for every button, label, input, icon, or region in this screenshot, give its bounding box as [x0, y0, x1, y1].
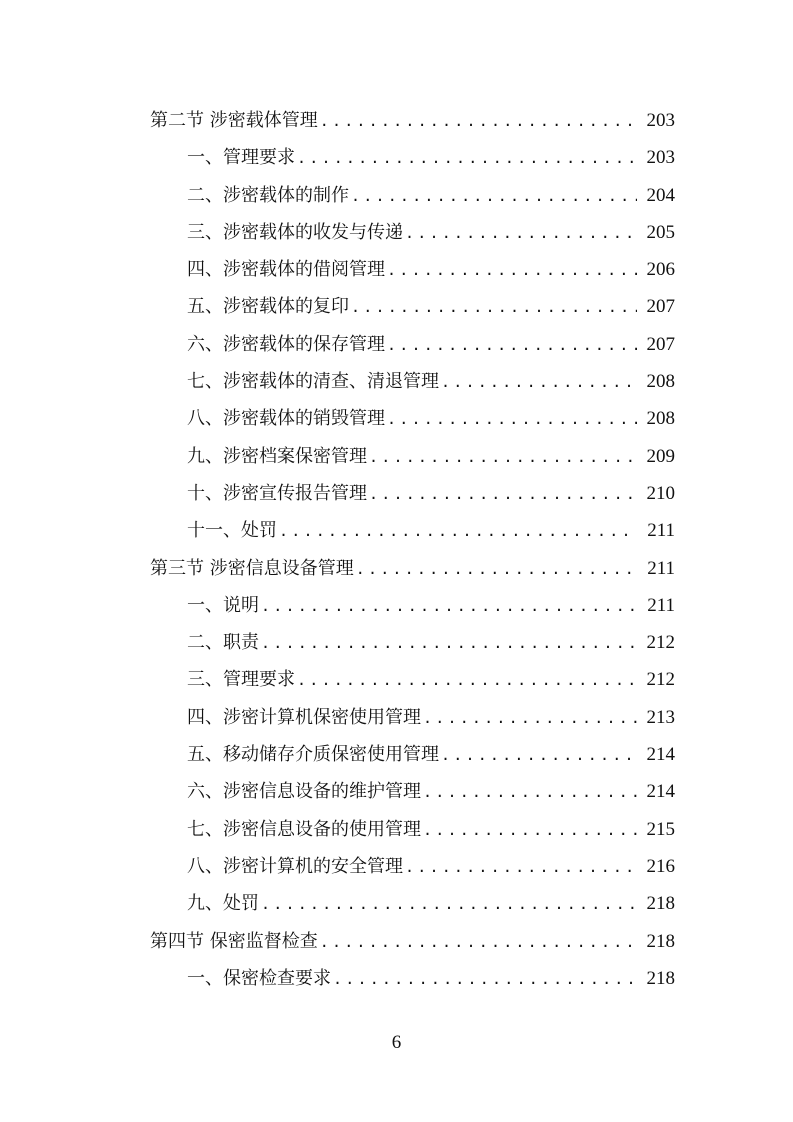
- toc-entry-page: 216: [646, 855, 675, 877]
- dot-leader: [405, 849, 637, 886]
- toc-entry[interactable]: [150, 885, 675, 922]
- toc-entry-title: 一、保密检查要求: [187, 967, 331, 989]
- toc-entry-page: 206: [646, 259, 675, 281]
- toc-entry[interactable]: [150, 438, 675, 475]
- toc-entry[interactable]: [150, 550, 675, 587]
- toc-entry[interactable]: [150, 139, 675, 176]
- toc-entry[interactable]: [150, 177, 675, 214]
- dot-leader: [261, 625, 637, 662]
- toc-entry-title: 七、涉密载体的清查、清退管理: [187, 371, 439, 393]
- toc-entry-title: 三、管理要求: [187, 669, 295, 691]
- dot-leader: [369, 439, 637, 476]
- dot-leader: [369, 476, 637, 513]
- dot-leader: [356, 551, 637, 588]
- toc-entry[interactable]: [150, 699, 675, 736]
- dot-leader: [351, 178, 637, 215]
- toc-entry-title: 九、处罚: [187, 893, 259, 915]
- toc-entry-page: 214: [646, 781, 675, 803]
- toc-entry[interactable]: [150, 736, 675, 773]
- toc-entry-page: 218: [646, 930, 675, 952]
- dot-leader: [387, 327, 637, 364]
- toc-entry[interactable]: [150, 811, 675, 848]
- dot-leader: [333, 961, 637, 998]
- toc-entry-title: 一、说明: [187, 594, 259, 616]
- toc-entry-page: 203: [646, 110, 675, 131]
- toc-entry-page: 214: [646, 744, 675, 766]
- dot-leader: [297, 662, 637, 699]
- toc-entry-title: 第二节 涉密载体管理: [150, 110, 318, 131]
- dot-leader: [423, 812, 637, 849]
- dot-leader: [387, 252, 637, 289]
- toc-entry-title: 六、涉密信息设备的维护管理: [187, 781, 421, 803]
- toc-entry-title: 五、涉密载体的复印: [187, 296, 349, 318]
- toc-entry-page: 218: [646, 967, 675, 989]
- dot-leader: [279, 513, 637, 550]
- toc-entry-page: 212: [646, 669, 675, 691]
- dot-leader: [320, 103, 637, 140]
- dot-leader: [441, 364, 637, 401]
- toc-entry-page: 212: [646, 632, 675, 654]
- toc-entry-title: 八、涉密计算机的安全管理: [187, 855, 403, 877]
- toc-entry[interactable]: [150, 363, 675, 400]
- toc-entry[interactable]: [150, 475, 675, 512]
- toc-entry-page: 205: [646, 221, 675, 243]
- toc-entry-page: 207: [646, 296, 675, 318]
- toc-entry-page: 218: [646, 893, 675, 915]
- toc-entry-page: 204: [646, 184, 675, 206]
- toc-entry-page: 209: [646, 445, 675, 467]
- dot-leader: [320, 924, 637, 961]
- dot-leader: [423, 774, 637, 811]
- toc-entry-page: 211: [647, 520, 675, 542]
- toc-entry-page: 215: [646, 818, 675, 840]
- toc-entry[interactable]: [150, 923, 675, 960]
- toc-entry-title: 一、管理要求: [187, 147, 295, 169]
- toc-entry[interactable]: [150, 661, 675, 698]
- toc-entry[interactable]: [150, 512, 675, 549]
- page-number: 6: [391, 1032, 402, 1053]
- toc-entry-page: 211: [647, 594, 675, 616]
- toc-entry-title: 四、涉密计算机保密使用管理: [187, 706, 421, 728]
- toc-entry[interactable]: [150, 288, 675, 325]
- toc-entry[interactable]: [150, 102, 675, 139]
- dot-leader: [441, 737, 637, 774]
- toc-entry[interactable]: [150, 400, 675, 437]
- toc-entry-page: 208: [646, 408, 675, 430]
- toc-entry-title: 六、涉密载体的保存管理: [187, 333, 385, 355]
- toc-entry-title: 五、移动储存介质保密使用管理: [187, 744, 439, 766]
- toc-entry-title: 九、涉密档案保密管理: [187, 445, 367, 467]
- toc-entry-title: 第三节 涉密信息设备管理: [150, 557, 354, 579]
- toc-entry-page: 213: [646, 706, 675, 728]
- dot-leader: [297, 140, 637, 177]
- dot-leader: [405, 215, 637, 252]
- toc-entry-title: 四、涉密载体的借阅管理: [187, 259, 385, 281]
- dot-leader: [351, 289, 637, 326]
- dot-leader: [423, 700, 637, 737]
- toc-entry-title: 十、涉密宣传报告管理: [187, 482, 367, 504]
- toc-entry[interactable]: [150, 326, 675, 363]
- toc-entry-page: 210: [646, 482, 675, 504]
- toc-entry-title: 第四节 保密监督检查: [150, 930, 318, 952]
- toc-entry[interactable]: [150, 251, 675, 288]
- toc-entry-title: 二、涉密载体的制作: [187, 184, 349, 206]
- toc-entry[interactable]: [150, 624, 675, 661]
- toc-entry-page: 208: [646, 371, 675, 393]
- dot-leader: [387, 401, 637, 438]
- toc-entry[interactable]: [150, 848, 675, 885]
- toc-entry[interactable]: [150, 214, 675, 251]
- toc-entry-title: 二、职责: [187, 632, 259, 654]
- dot-leader: [261, 886, 637, 923]
- dot-leader: [261, 588, 637, 625]
- toc-entry[interactable]: [150, 587, 675, 624]
- toc-entry-page: 211: [647, 557, 675, 579]
- toc-entry-title: 七、涉密信息设备的使用管理: [187, 818, 421, 840]
- toc-entry-title: 八、涉密载体的销毁管理: [187, 408, 385, 430]
- toc-entry-title: 十一、处罚: [187, 520, 277, 542]
- toc-entry-title: 三、涉密载体的收发与传递: [187, 221, 403, 243]
- table-of-contents: [150, 102, 675, 997]
- toc-entry[interactable]: [150, 960, 675, 997]
- toc-entry[interactable]: [150, 773, 675, 810]
- toc-entry-page: 207: [646, 333, 675, 355]
- toc-entry-page: 203: [646, 147, 675, 169]
